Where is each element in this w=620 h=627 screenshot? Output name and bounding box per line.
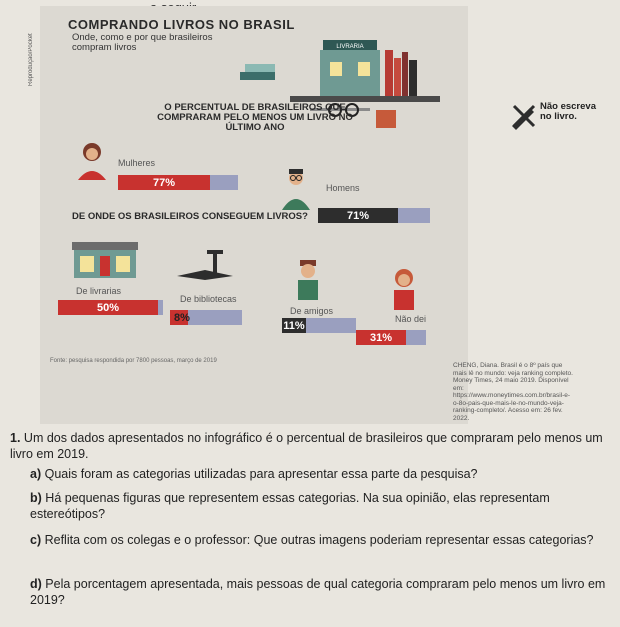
item-d-text: Pela porcentagem apresentada, mais pessoas de qual categoria compraram pelo menos um livro em 2019? — [30, 577, 606, 607]
friend-figure-icon — [290, 258, 326, 302]
men-label: Homens — [326, 183, 360, 193]
question-1 — [10, 430, 610, 462]
item-a-text: Quais foram as categorias utilizadas para apresentar essa parte da pesquisa? — [44, 467, 478, 481]
source-label-friends: De amigos — [290, 306, 334, 316]
source-label-libraries: De bibliotecas — [180, 294, 237, 304]
reference-citation: CHENG, Diana. Brasil é o 8º país que mais lê no mundo: veja ranking completo. Money Times, 24 maio 2019. Disponível em: https://www.moneytimes.com.br/brasil-e-o-8o-pais-que-mais-le-no-mundo-veja-ranking-completo/. Acesso em: 26 fev. 2022. — [453, 362, 573, 422]
women-bar: 77% — [118, 175, 210, 190]
libraries-bar: 8% — [170, 310, 188, 325]
friends-bar: 11% — [283, 319, 305, 332]
source-label-bookstores: De livrarias — [76, 286, 122, 296]
pencil-cross-icon — [508, 100, 538, 130]
woman-figure-icon — [72, 140, 112, 182]
source-label-no-answer: Não dei — [395, 314, 427, 324]
item-b — [30, 490, 615, 522]
men-bar: 71% — [318, 208, 398, 223]
shelf-sign: LIVRARIA — [336, 44, 364, 50]
item-d — [30, 576, 615, 608]
item-b-text: Há pequenas figuras que representem essas categorias. Na sua opinião, elas representam estereótipos? — [30, 491, 550, 521]
item-c-text: Reflita com os colegas e o professor: Que outras imagens poderiam representar essas categorias? — [44, 533, 594, 547]
no-answer-figure-icon — [384, 266, 424, 312]
bookstore-icon — [70, 240, 140, 280]
item-c-letter: c) — [30, 533, 42, 547]
women-label: Mulheres — [118, 158, 156, 168]
item-a-letter: a) — [30, 467, 42, 481]
do-not-write-badge — [508, 96, 604, 134]
question-text: Um dos dados apresentados no infográfico é o percentual de brasileiros que compraram pelo menos um livro em 2019. — [10, 431, 603, 461]
library-book-icon — [175, 248, 235, 282]
item-d-letter: d) — [30, 577, 42, 591]
infographic-title: COMPRANDO LIVROS NO BRASIL — [68, 17, 295, 32]
question-number: 1. — [10, 431, 21, 445]
question1-heading: O PERCENTUAL DE BRASILEIROS QUE COMPRARAM PELO MENOS UM LIVRO NO ÚLTIMO ANO — [157, 102, 353, 133]
no-answer-bar: 31% — [356, 330, 406, 345]
question2-heading: DE ONDE OS BRASILEIROS CONSEGUEM LIVROS? — [72, 211, 308, 222]
item-a — [30, 466, 605, 482]
item-b-letter: b) — [30, 491, 42, 505]
man-figure-icon — [276, 166, 316, 212]
badge-text: Não escreva no livro. — [540, 101, 596, 122]
infographic-source-note: Fonte: pesquisa respondida por 7800 pessoas, março de 2019 — [50, 358, 217, 364]
item-c — [30, 532, 600, 548]
infographic-subtitle: Onde, como e por que brasileiros compram livros — [72, 32, 213, 53]
photo-credit: Reprodução/Pocket — [28, 33, 34, 86]
bookstores-bar: 50% — [58, 300, 158, 315]
